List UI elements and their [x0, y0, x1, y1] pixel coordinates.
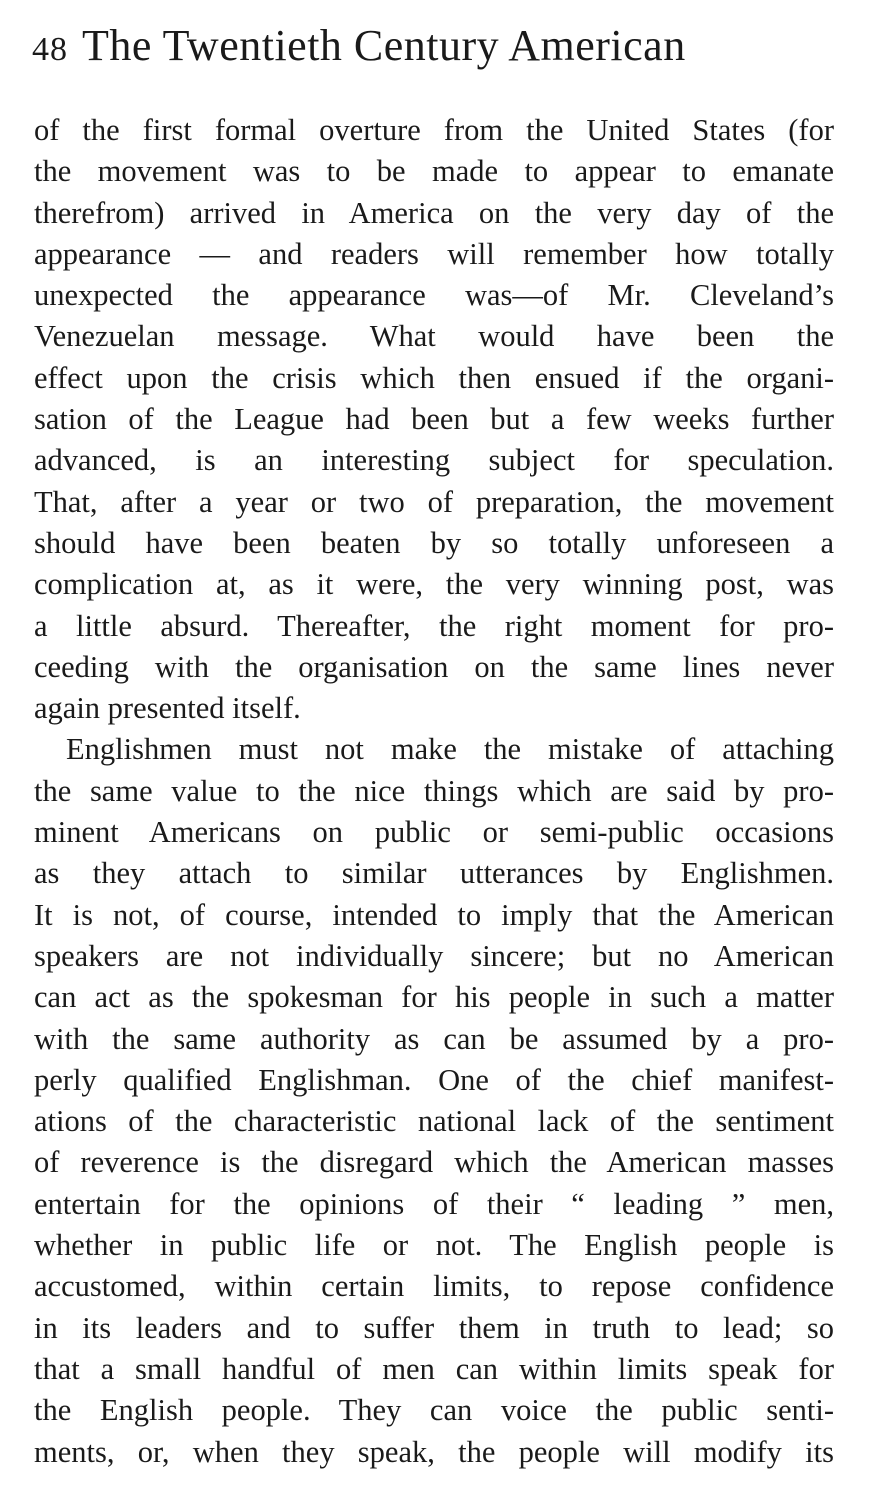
text-line: unexpected the appearance was—of Mr. Cleveland’s: [34, 278, 834, 313]
text-line: the same value to the nice things which are said by pro-: [34, 773, 834, 808]
text-line: It is not, of course, intended to imply that the American: [34, 897, 834, 932]
text-line: entertain for the opinions of their “ leading ” men,: [34, 1186, 834, 1221]
text-line: minent Americans on public or semi-public occasions: [34, 815, 834, 850]
paragraph-start-line: Englishmen must not make the mistake of attaching: [66, 732, 834, 767]
body-text: [34, 110, 834, 1473]
text-line: ments, or, when they speak, the people will modify its: [34, 1434, 834, 1469]
text-line: whether in public life or not. The English people is: [34, 1228, 834, 1263]
text-line: should have been beaten by so totally unforeseen a: [34, 525, 834, 560]
text-line: the English people. They can voice the public senti-: [34, 1393, 834, 1428]
text-line: with the same authority as can be assumed by a pro-: [34, 1021, 834, 1056]
text-line: ceeding with the organisation on the same lines never: [34, 649, 834, 684]
page-number: 48: [32, 31, 68, 68]
text-line: appearance — and readers will remember how totally: [34, 236, 834, 271]
text-line: speakers are not individually sincere; but no American: [34, 938, 834, 973]
text-line: effect upon the crisis which then ensued if the organi-: [34, 360, 834, 395]
book-title: The Twentieth Century American: [82, 21, 686, 70]
running-head: [32, 18, 852, 74]
text-line: Venezuelan message. What would have been the: [34, 319, 834, 354]
text-line: complication at, as it were, the very winning post, was: [34, 567, 834, 602]
text-line: in its leaders and to suffer them in truth to lead; so: [34, 1310, 834, 1345]
text-line: can act as the spokesman for his people in such a matter: [34, 980, 834, 1015]
text-line: ations of the characteristic national lack of the sentiment: [34, 1104, 834, 1139]
paragraph-end-line: again presented itself.: [34, 691, 301, 726]
text-line: as they attach to similar utterances by Englishmen.: [34, 856, 834, 891]
text-line: a little absurd. Thereafter, the right moment for pro-: [34, 608, 834, 643]
text-line: of reverence is the disregard which the American masses: [34, 1145, 834, 1180]
text-line: That, after a year or two of preparation, the movement: [34, 484, 834, 519]
text-line: that a small handful of men can within limits speak for: [34, 1351, 834, 1386]
text-line: perly qualified Englishman. One of the chief manifest-: [34, 1062, 834, 1097]
text-line: of the first formal overture from the United States (for: [34, 113, 834, 147]
text-line: therefrom) arrived in America on the very day of the: [34, 195, 834, 230]
text-line: accustomed, within certain limits, to repose confidence: [34, 1269, 834, 1304]
text-line: the movement was to be made to appear to emanate: [34, 154, 834, 189]
text-line: advanced, is an interesting subject for speculation.: [34, 443, 834, 478]
text-line: sation of the League had been but a few weeks further: [34, 402, 834, 437]
